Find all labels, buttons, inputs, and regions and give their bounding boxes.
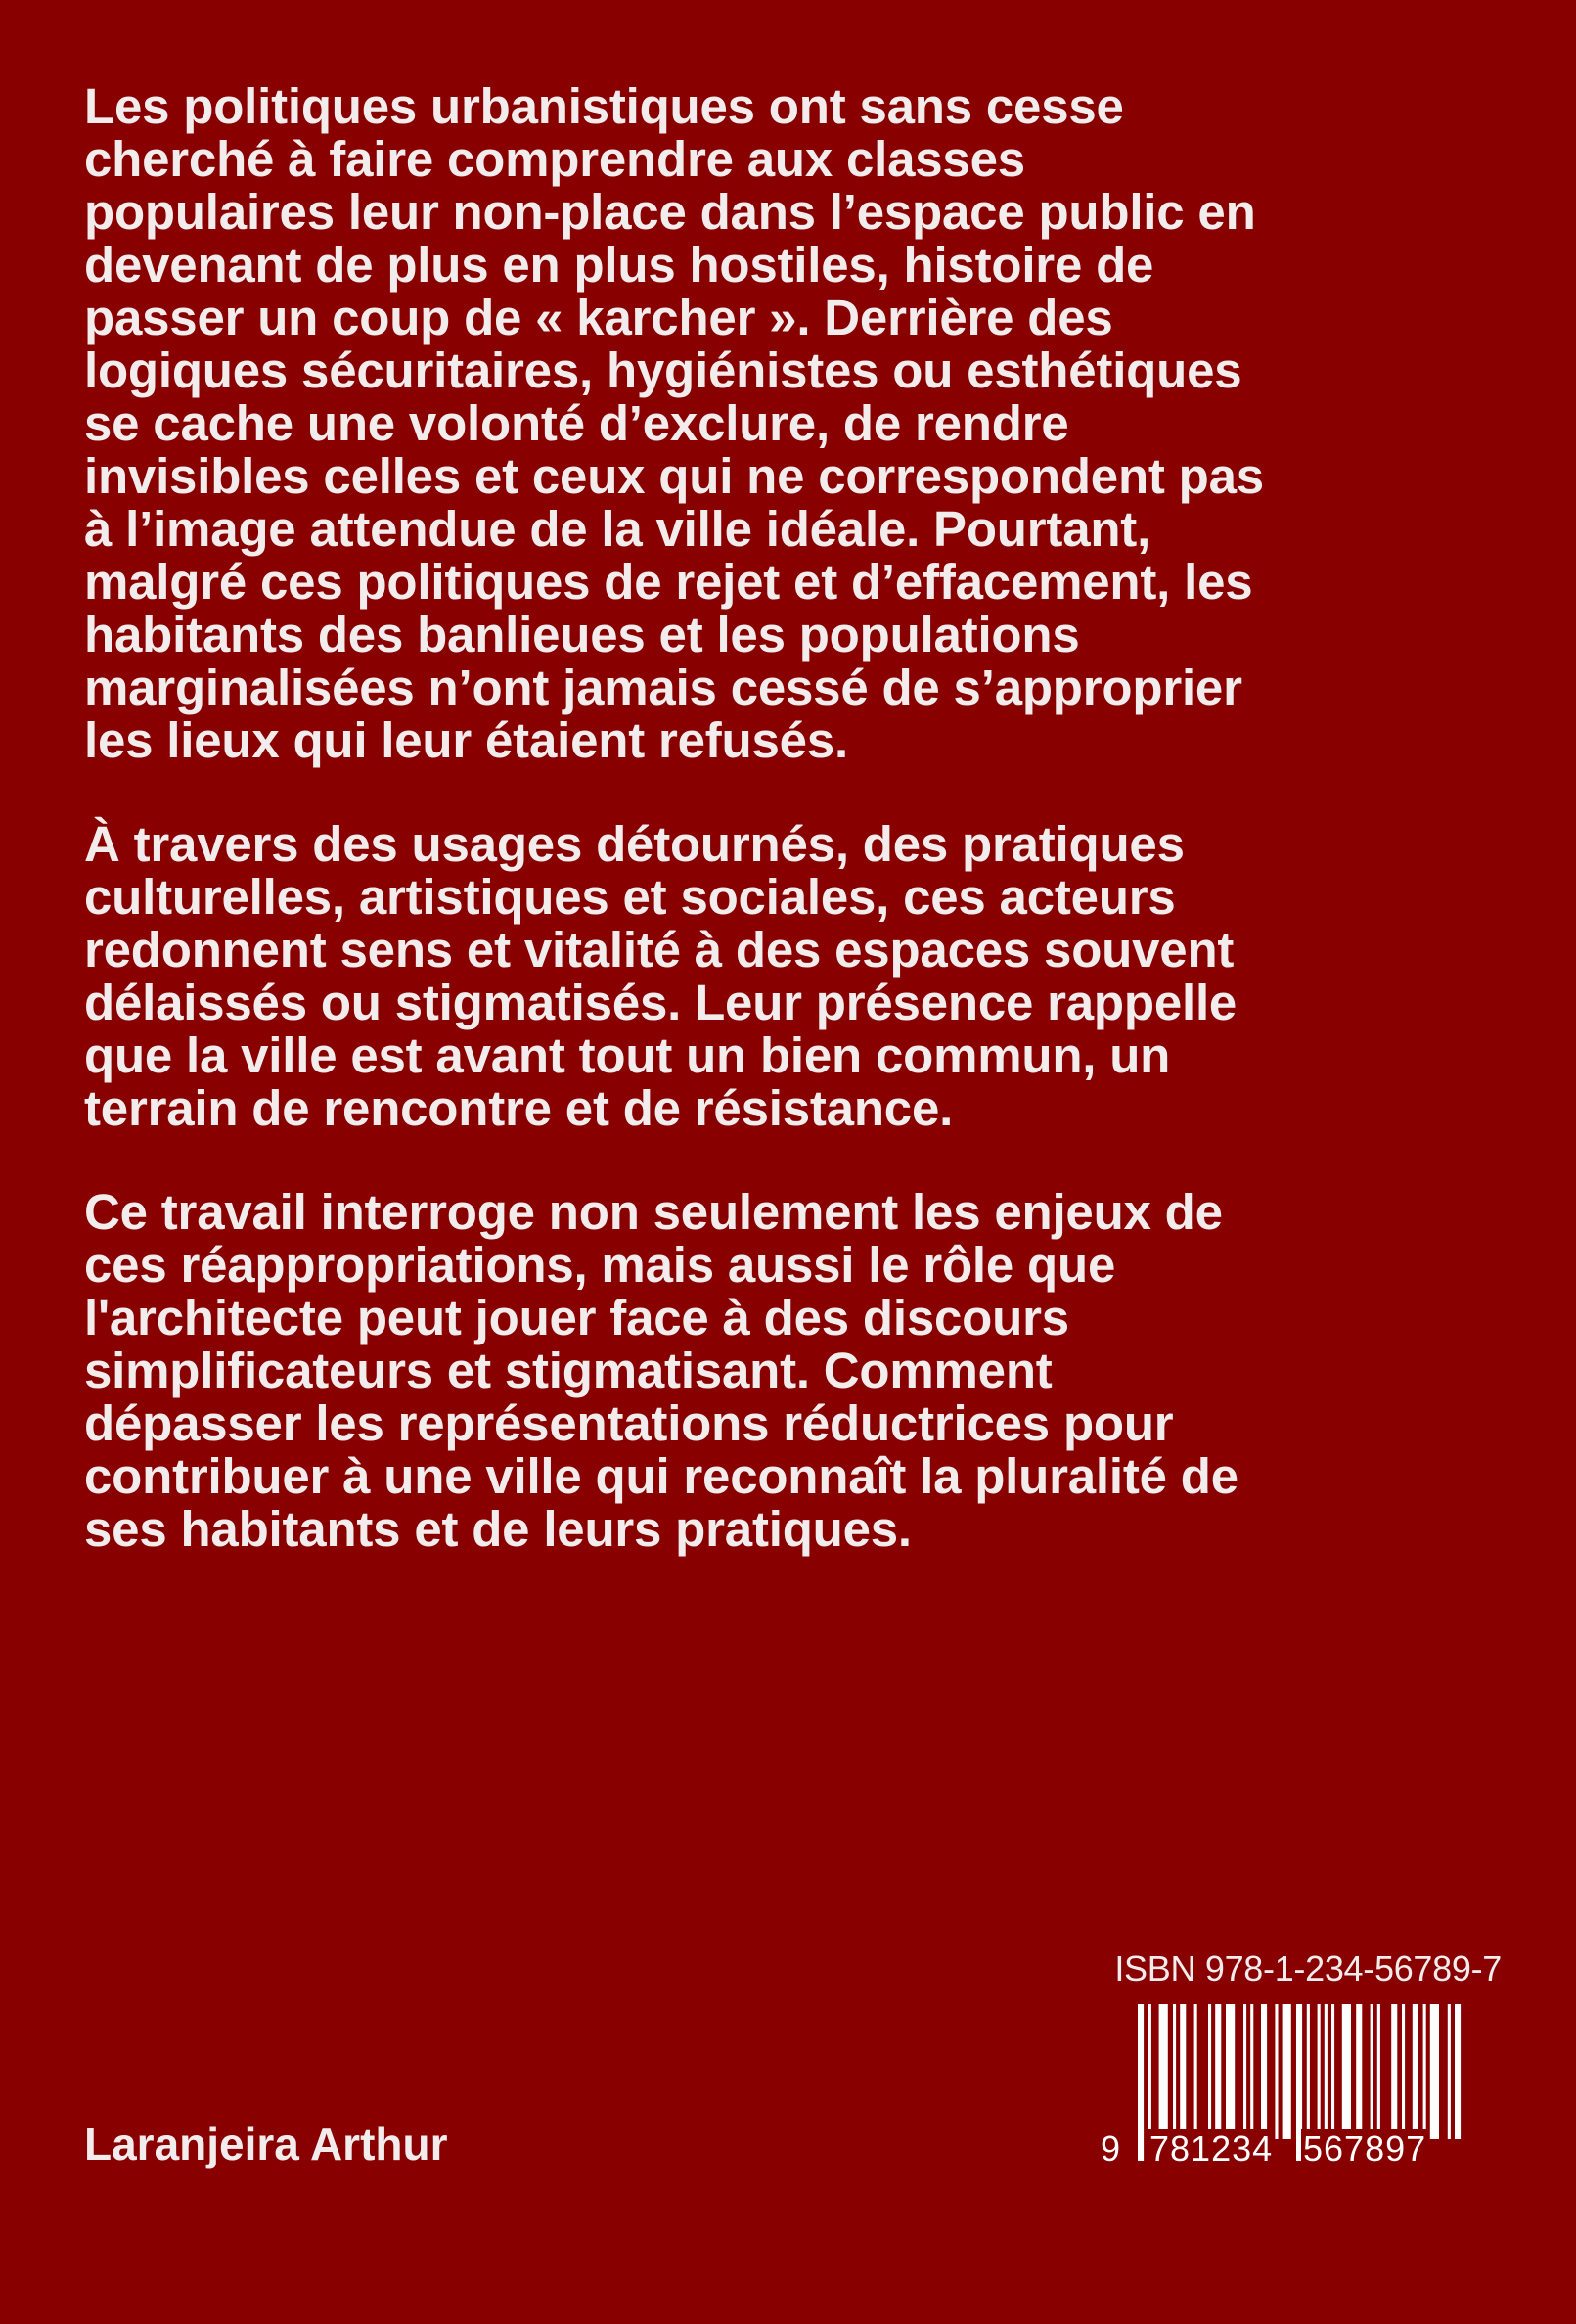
author-name: Laranjeira Arthur	[84, 2119, 448, 2169]
barcode-bar	[1215, 2004, 1221, 2139]
barcode	[1101, 2004, 1466, 2168]
barcode-bar	[1356, 2004, 1362, 2139]
blurb-paragraph-1: Les politiques urbanistiques ont sans cesse cherché à faire comprendre aux classes populaires leur non-place dans l’espace public en devenant de plus en plus hostiles, histoire de passer un coup de « karcher ». Derrière des logiques sécuritaires, hygiénistes ou esthétiques se cache une volonté d’exclure, de rendre invisibles celles et ceux qui ne correspondent pas à l’image attendue de la ville idéale. Pourtant, malgré ces politiques de rejet et d’effacement, les habitants des banlieues et les populations marginalisées n’ont jamais cessé de s’approprier les lieux qui leur étaient refusés.	[84, 78, 1264, 768]
barcode-bar	[1318, 2004, 1321, 2139]
blurb-paragraph-3: Ce travail interroge non seulement les enjeux de ces réappropriations, mais aussi le rôle que l'architecte peut jouer face à des discours simplificateurs et stigmatisant. Comment dépasser les représentations réductrices pour contribuer à une ville qui reconnaît la pluralité de ses habitants et de leurs pratiques.	[84, 1184, 1238, 1557]
barcode-bar	[1226, 2004, 1235, 2139]
barcode-bar	[1283, 2004, 1291, 2139]
barcode-bar	[1423, 2004, 1426, 2139]
barcode-bar	[1455, 2004, 1461, 2139]
barcode-bar	[1430, 2004, 1439, 2139]
barcode-bar	[1342, 2004, 1351, 2139]
barcode-bar	[1159, 2004, 1168, 2139]
blurb	[84, 80, 1454, 1607]
barcode-bar	[1377, 2004, 1380, 2139]
barcode-bar	[1391, 2004, 1397, 2139]
barcode-bar	[1402, 2004, 1405, 2139]
barcode-digit-lead: 9	[1101, 2128, 1122, 2168]
barcode-bar	[1448, 2004, 1451, 2139]
barcode-bar	[1180, 2004, 1186, 2139]
barcode-bar	[1208, 2004, 1211, 2139]
barcode-bar	[1331, 2004, 1334, 2139]
isbn-block	[1061, 1947, 1502, 2168]
barcode-bar	[1275, 2004, 1278, 2139]
barcode-bar	[1173, 2004, 1176, 2139]
barcode-digit-group-1: 781234	[1149, 2128, 1274, 2168]
barcode-digit-group-2: 567897	[1303, 2128, 1427, 2168]
barcode-bar	[1243, 2004, 1246, 2139]
isbn-label: ISBN 978-1-234-56789-7	[1114, 1948, 1502, 1988]
barcode-bar	[1250, 2004, 1253, 2139]
blurb-paragraph-2: À travers des usages détournés, des pratiques culturelles, artistiques et sociales, ces acteurs redonnent sens et vitalité à des espaces souvent délaissés ou stigmatisés. Leur présence rappelle que la ville est avant tout un bien commun, un terrain de rencontre et de résistance.	[84, 816, 1238, 1136]
barcode-bar	[1325, 2004, 1328, 2139]
barcode-bar	[1138, 2004, 1144, 2161]
barcode-bar	[1371, 2004, 1373, 2139]
barcode-bar	[1261, 2004, 1267, 2139]
barcode-bar	[1413, 2004, 1418, 2139]
barcode-bar	[1194, 2004, 1197, 2139]
